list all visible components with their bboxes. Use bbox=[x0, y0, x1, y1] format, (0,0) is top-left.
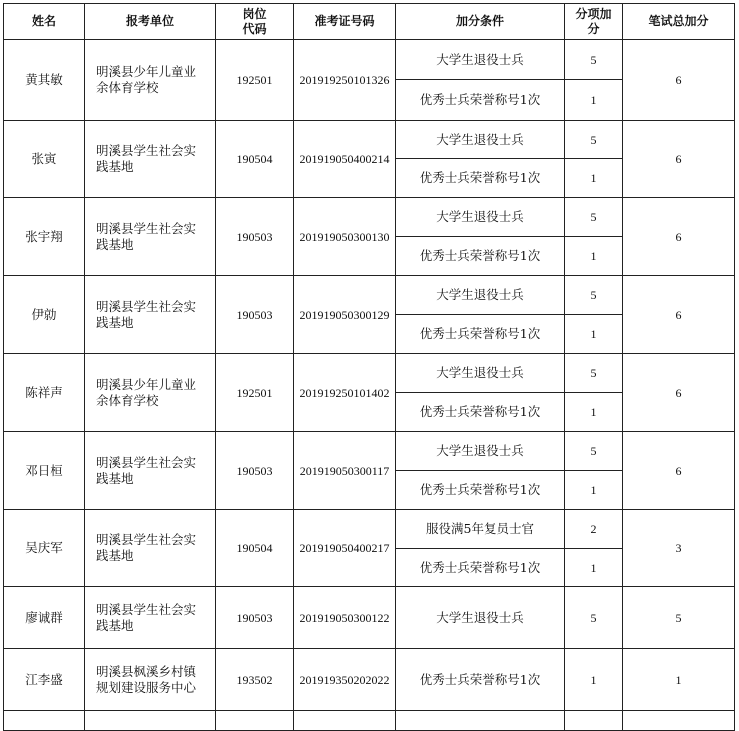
cell-condition: 服役满5年复员士官 bbox=[396, 510, 565, 549]
cell-post-code: 190504 bbox=[216, 121, 294, 198]
cell-condition: 优秀士兵荣誉称号1次 bbox=[396, 80, 565, 121]
cell-condition: 优秀士兵荣誉称号1次 bbox=[396, 237, 565, 276]
table-row bbox=[4, 649, 735, 711]
header-row bbox=[4, 4, 735, 40]
cell-item-score: 1 bbox=[565, 393, 623, 432]
cell-empty bbox=[85, 711, 216, 731]
cell-name: 江李盛 bbox=[4, 649, 85, 711]
cell-ticket: 201919050300122 bbox=[294, 587, 396, 649]
cell-post-code: 190503 bbox=[216, 587, 294, 649]
table-row bbox=[4, 354, 735, 393]
cell-unit bbox=[85, 40, 216, 121]
cell-condition: 大学生退役士兵 bbox=[396, 276, 565, 315]
cell-item-score: 5 bbox=[565, 432, 623, 471]
cell-unit bbox=[85, 432, 216, 510]
cell-empty bbox=[623, 711, 735, 731]
unit-text: 明溪县枫溪乡村镇规划建设服务中心 bbox=[96, 663, 197, 695]
cell-unit bbox=[85, 276, 216, 354]
cell-total: 3 bbox=[623, 510, 735, 587]
header-ticket: 准考证号码 bbox=[294, 4, 396, 40]
cell-name: 陈祥声 bbox=[4, 354, 85, 432]
cell-condition: 优秀士兵荣誉称号1次 bbox=[396, 393, 565, 432]
bonus-table bbox=[3, 3, 735, 731]
unit-text: 明溪县少年儿童业余体育学校 bbox=[96, 64, 197, 95]
unit-text: 明溪县学生社会实践基地 bbox=[96, 532, 197, 563]
unit-text: 明溪县学生社会实践基地 bbox=[96, 143, 197, 174]
header-condition: 加分条件 bbox=[396, 4, 565, 40]
cell-total: 6 bbox=[623, 354, 735, 432]
header-item-score: 分项加 分 bbox=[565, 4, 623, 40]
cell-item-score: 1 bbox=[565, 315, 623, 354]
cell-condition: 大学生退役士兵 bbox=[396, 121, 565, 159]
cell-item-score: 5 bbox=[565, 276, 623, 315]
cell-condition: 优秀士兵荣誉称号1次 bbox=[396, 471, 565, 510]
cell-condition: 优秀士兵荣誉称号1次 bbox=[396, 159, 565, 198]
cell-item-score: 2 bbox=[565, 510, 623, 549]
cell-item-score: 5 bbox=[565, 587, 623, 649]
header-name: 姓名 bbox=[4, 4, 85, 40]
cell-condition: 大学生退役士兵 bbox=[396, 432, 565, 471]
cell-item-score: 1 bbox=[565, 549, 623, 587]
unit-text: 明溪县学生社会实践基地 bbox=[96, 220, 197, 252]
cell-total: 6 bbox=[623, 276, 735, 354]
cell-ticket: 201919250101402 bbox=[294, 354, 396, 432]
table-row bbox=[4, 587, 735, 649]
unit-text: 明溪县少年儿童业余体育学校 bbox=[96, 376, 197, 408]
cell-total: 6 bbox=[623, 198, 735, 276]
cell-name: 廖诚群 bbox=[4, 587, 85, 649]
cell-name: 邓日桓 bbox=[4, 432, 85, 510]
table-row bbox=[4, 121, 735, 159]
cell-post-code: 190504 bbox=[216, 510, 294, 587]
cell-item-score: 1 bbox=[565, 649, 623, 711]
cell-condition: 优秀士兵荣誉称号1次 bbox=[396, 315, 565, 354]
cell-item-score: 1 bbox=[565, 159, 623, 198]
unit-text: 明溪县学生社会实践基地 bbox=[96, 601, 197, 633]
cell-ticket: 201919050400214 bbox=[294, 121, 396, 198]
cell-post-code: 190503 bbox=[216, 198, 294, 276]
cell-item-score: 1 bbox=[565, 80, 623, 121]
cell-unit bbox=[85, 198, 216, 276]
cell-unit bbox=[85, 587, 216, 649]
cell-ticket: 201919350202022 bbox=[294, 649, 396, 711]
cell-name: 吴庆军 bbox=[4, 510, 85, 587]
unit-text: 明溪县学生社会实践基地 bbox=[96, 454, 197, 486]
cell-condition: 优秀士兵荣誉称号1次 bbox=[396, 549, 565, 587]
cell-name: 张寅 bbox=[4, 121, 85, 198]
cell-item-score: 5 bbox=[565, 198, 623, 237]
cell-total: 6 bbox=[623, 40, 735, 121]
cell-condition: 大学生退役士兵 bbox=[396, 354, 565, 393]
cell-empty bbox=[396, 711, 565, 731]
table-row-partial bbox=[4, 711, 735, 731]
cell-ticket: 201919250101326 bbox=[294, 40, 396, 121]
cell-ticket: 201919050300117 bbox=[294, 432, 396, 510]
cell-unit bbox=[85, 510, 216, 587]
cell-item-score: 5 bbox=[565, 40, 623, 80]
cell-total: 5 bbox=[623, 587, 735, 649]
cell-name: 张宇翔 bbox=[4, 198, 85, 276]
cell-empty bbox=[294, 711, 396, 731]
table-row bbox=[4, 510, 735, 549]
cell-post-code: 190503 bbox=[216, 276, 294, 354]
table-row bbox=[4, 276, 735, 315]
cell-post-code: 192501 bbox=[216, 354, 294, 432]
header-unit: 报考单位 bbox=[85, 4, 216, 40]
cell-item-score: 1 bbox=[565, 471, 623, 510]
cell-empty bbox=[565, 711, 623, 731]
cell-ticket: 201919050400217 bbox=[294, 510, 396, 587]
cell-post-code: 192501 bbox=[216, 40, 294, 121]
cell-unit bbox=[85, 121, 216, 198]
table-row bbox=[4, 432, 735, 471]
cell-condition: 大学生退役士兵 bbox=[396, 587, 565, 649]
cell-condition: 大学生退役士兵 bbox=[396, 198, 565, 237]
cell-post-code: 193502 bbox=[216, 649, 294, 711]
header-total: 笔试总加分 bbox=[623, 4, 735, 40]
cell-total: 6 bbox=[623, 432, 735, 510]
unit-text: 明溪县学生社会实践基地 bbox=[96, 298, 197, 330]
table-row bbox=[4, 40, 735, 80]
cell-name: 黄其敏 bbox=[4, 40, 85, 121]
cell-empty bbox=[216, 711, 294, 731]
table-row bbox=[4, 198, 735, 237]
cell-post-code: 190503 bbox=[216, 432, 294, 510]
cell-unit bbox=[85, 354, 216, 432]
cell-ticket: 201919050300130 bbox=[294, 198, 396, 276]
cell-item-score: 1 bbox=[565, 237, 623, 276]
header-post-code: 岗位 代码 bbox=[216, 4, 294, 40]
cell-condition: 大学生退役士兵 bbox=[396, 40, 565, 80]
cell-name: 伊勍 bbox=[4, 276, 85, 354]
cell-total: 1 bbox=[623, 649, 735, 711]
cell-item-score: 5 bbox=[565, 354, 623, 393]
cell-condition: 优秀士兵荣誉称号1次 bbox=[396, 649, 565, 711]
cell-ticket: 201919050300129 bbox=[294, 276, 396, 354]
cell-empty bbox=[4, 711, 85, 731]
cell-item-score: 5 bbox=[565, 121, 623, 159]
cell-unit bbox=[85, 649, 216, 711]
cell-total: 6 bbox=[623, 121, 735, 198]
table-body bbox=[4, 40, 735, 731]
